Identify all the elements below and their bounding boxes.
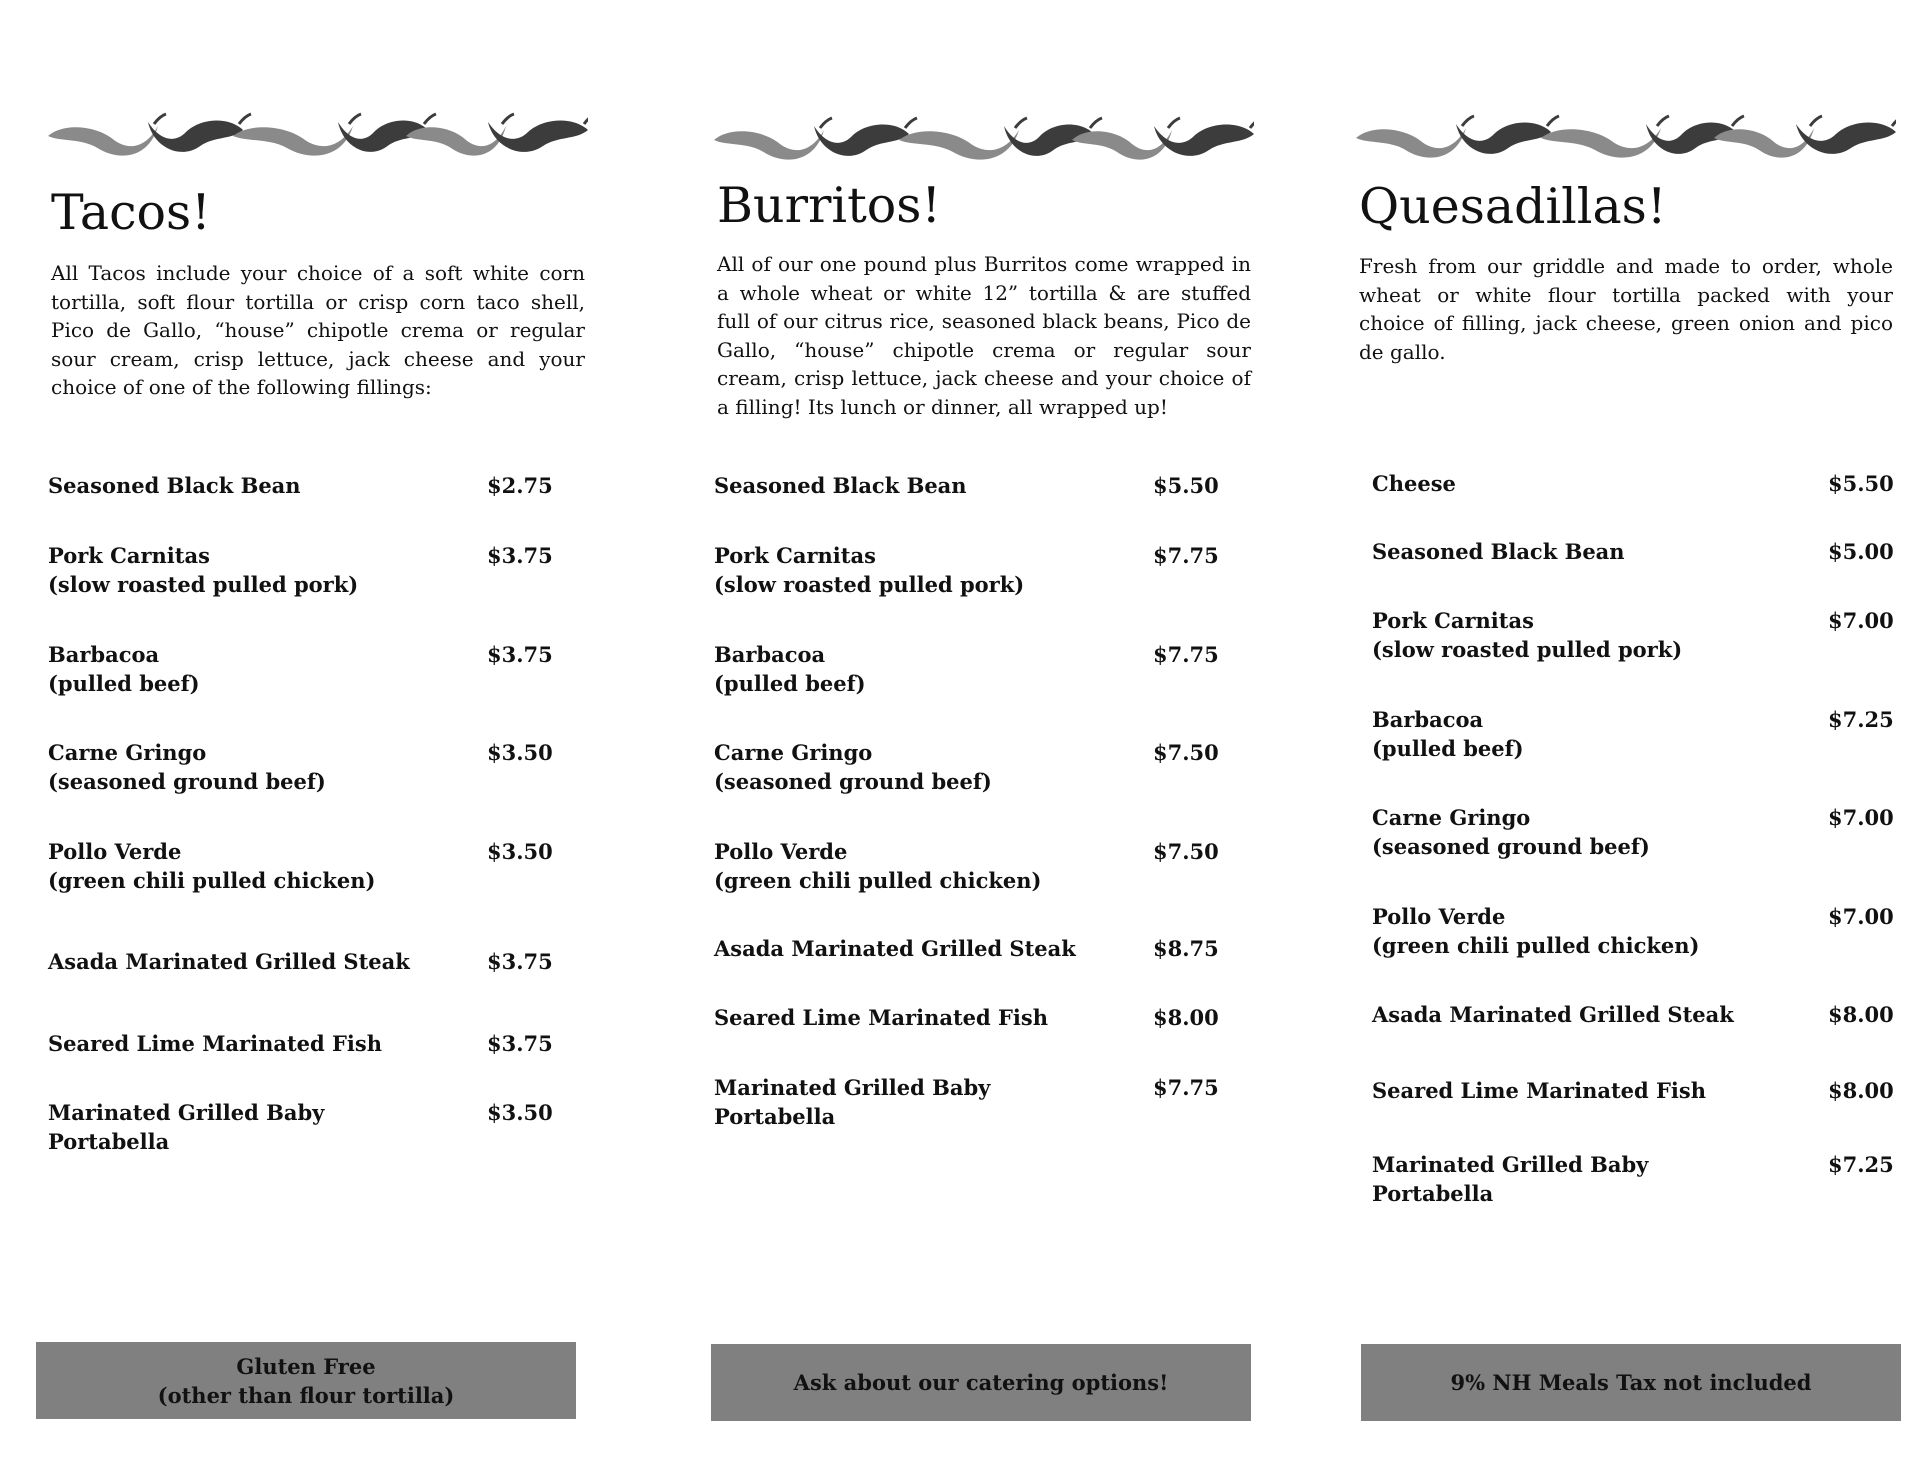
item-price: $7.00 — [1828, 904, 1894, 929]
pepper-stem — [424, 114, 436, 124]
item-name: Seared Lime Marinated Fish — [714, 1005, 1048, 1030]
item-description: Portabella — [1372, 1181, 1494, 1206]
item-price: $7.75 — [1153, 1075, 1219, 1100]
chili-pepper-icon — [148, 120, 243, 151]
chili-pepper-icon — [714, 130, 824, 160]
chili-pepper-icon — [814, 124, 909, 155]
item-price: $5.50 — [1828, 471, 1894, 496]
item-description: (seasoned ground beef) — [48, 769, 326, 794]
burritos-column — [714, 0, 1254, 1484]
item-name: Seasoned Black Bean — [1372, 539, 1625, 564]
item-description: (green chili pulled chicken) — [48, 868, 376, 893]
item-name: Marinated Grilled Baby — [714, 1075, 991, 1100]
item-description: (seasoned ground beef) — [714, 769, 992, 794]
item-name: Asada Marinated Grilled Steak — [1372, 1002, 1734, 1027]
item-name: Barbacoa — [48, 642, 160, 667]
chili-pepper-icon — [488, 120, 588, 151]
item-description: (green chili pulled chicken) — [714, 868, 1042, 893]
pepper-stem — [1168, 118, 1180, 128]
pepper-group — [1356, 116, 1896, 158]
item-name: Seared Lime Marinated Fish — [1372, 1078, 1706, 1103]
item-description: (slow roasted pulled pork) — [714, 572, 1025, 597]
section-title: Tacos! — [51, 184, 211, 241]
footer-line: (other than flour tortilla) — [157, 1382, 455, 1408]
pepper-group — [714, 118, 1254, 160]
footer-line: 9% NH Meals Tax not included — [1450, 1370, 1812, 1395]
item-name: Pork Carnitas — [48, 543, 210, 568]
item-name: Cheese — [1372, 471, 1456, 496]
item-name: Pollo Verde — [714, 839, 848, 864]
pepper-stem — [1250, 118, 1254, 128]
pepper-stem — [1015, 118, 1027, 128]
pepper-stem — [1892, 116, 1896, 126]
section-intro: All of our one pound plus Burritos come wrapped in a whole wheat or white 12” tortilla & are stuffed full of our citrus rice, seasoned black beans, Pico de Gallo, “house” chipotle crema or regular sour cream, crisp lettuce, jack cheese and your choice of a filling! Its lunch or dinner, all wrapped up! — [717, 252, 1251, 419]
item-price: $3.50 — [487, 839, 553, 864]
item-description: (pulled beef) — [714, 671, 866, 696]
item-name: Seasoned Black Bean — [714, 473, 967, 498]
item-price: $3.75 — [487, 1031, 553, 1056]
tacos-column — [48, 0, 588, 1484]
item-price: $5.00 — [1828, 539, 1894, 564]
item-price: $3.75 — [487, 543, 553, 568]
item-price: $7.25 — [1828, 1152, 1894, 1177]
item-name: Asada Marinated Grilled Steak — [714, 936, 1076, 961]
item-price: $8.00 — [1153, 1005, 1219, 1030]
item-description: (slow roasted pulled pork) — [1372, 637, 1683, 662]
item-price: $7.50 — [1153, 740, 1219, 765]
item-name: Marinated Grilled Baby — [48, 1100, 325, 1125]
item-description: (green chili pulled chicken) — [1372, 933, 1700, 958]
item-name: Carne Gringo — [48, 740, 207, 765]
section-title: Quesadillas! — [1359, 178, 1667, 235]
chili-pepper-icon — [1356, 128, 1466, 158]
item-price: $3.50 — [487, 740, 553, 765]
item-name: Carne Gringo — [714, 740, 873, 765]
pepper-stem — [1090, 118, 1102, 128]
item-price: $7.00 — [1828, 608, 1894, 633]
chili-pepper-icon — [899, 130, 1019, 160]
pepper-stem — [820, 118, 832, 128]
item-name: Barbacoa — [1372, 707, 1484, 732]
item-name: Barbacoa — [714, 642, 826, 667]
item-name: Asada Marinated Grilled Steak — [48, 949, 410, 974]
pepper-stem — [1462, 116, 1474, 126]
section-intro: All Tacos include your choice of a soft white corn tortilla, soft flour tortilla or crisp corn taco shell, Pico de Gallo, “house” chipotle crema or regular sour cream, crisp lettuce, jack cheese and your choice of one of the following fillings: — [51, 261, 585, 399]
item-price: $7.75 — [1153, 543, 1219, 568]
pepper-stem — [905, 118, 917, 128]
pepper-stem — [584, 114, 588, 124]
section-intro: Fresh from our griddle and made to order, whole wheat or white flour tortilla packed with your choice of filling, jack cheese, green onion and pico de gallo. — [1359, 254, 1893, 364]
item-price: $7.50 — [1153, 839, 1219, 864]
item-price: $2.75 — [487, 473, 553, 498]
item-price: $5.50 — [1153, 473, 1219, 498]
item-name: Pork Carnitas — [714, 543, 876, 568]
item-description: (seasoned ground beef) — [1372, 834, 1650, 859]
item-name: Seasoned Black Bean — [48, 473, 301, 498]
pepper-stem — [154, 114, 166, 124]
item-price: $8.00 — [1828, 1078, 1894, 1103]
item-name: Carne Gringo — [1372, 805, 1531, 830]
item-price: $7.75 — [1153, 642, 1219, 667]
chili-pepper-icon — [714, 114, 1254, 172]
pepper-stem — [239, 114, 251, 124]
chili-pepper-icon — [233, 126, 353, 156]
catering-note — [711, 1344, 1251, 1421]
pepper-stem — [1657, 116, 1669, 126]
item-price: $3.75 — [487, 642, 553, 667]
chili-pepper-icon — [1154, 124, 1254, 155]
chili-pepper-icon — [1356, 112, 1896, 170]
pepper-stem — [349, 114, 361, 124]
chili-pepper-icon — [48, 110, 588, 168]
item-price: $7.00 — [1828, 805, 1894, 830]
item-price: $7.25 — [1828, 707, 1894, 732]
item-price: $8.75 — [1153, 936, 1219, 961]
pepper-stem — [1810, 116, 1822, 126]
item-description: (pulled beef) — [1372, 736, 1524, 761]
item-description: Portabella — [714, 1104, 836, 1129]
item-price: $8.00 — [1828, 1002, 1894, 1027]
tax-note — [1361, 1344, 1901, 1421]
pepper-group — [48, 114, 588, 156]
footer-line: Ask about our catering options! — [793, 1370, 1169, 1395]
item-description: Portabella — [48, 1129, 170, 1154]
chili-pepper-icon — [1796, 122, 1896, 153]
item-name: Pollo Verde — [48, 839, 182, 864]
section-title: Burritos! — [717, 177, 942, 234]
item-price: $3.50 — [487, 1100, 553, 1125]
quesadillas-column — [1356, 0, 1902, 1484]
footer-line: Gluten Free — [236, 1353, 376, 1379]
pepper-stem — [1732, 116, 1744, 126]
item-description: (pulled beef) — [48, 671, 200, 696]
gluten-free-note — [36, 1342, 576, 1419]
item-name: Marinated Grilled Baby — [1372, 1152, 1649, 1177]
item-name: Pork Carnitas — [1372, 608, 1534, 633]
pepper-stem — [502, 114, 514, 124]
item-name: Pollo Verde — [1372, 904, 1506, 929]
item-price: $3.75 — [487, 949, 553, 974]
item-name: Seared Lime Marinated Fish — [48, 1031, 382, 1056]
chili-pepper-icon — [1541, 128, 1661, 158]
chili-pepper-icon — [1456, 122, 1551, 153]
pepper-stem — [1547, 116, 1559, 126]
chili-pepper-icon — [48, 126, 158, 156]
item-description: (slow roasted pulled pork) — [48, 572, 359, 597]
